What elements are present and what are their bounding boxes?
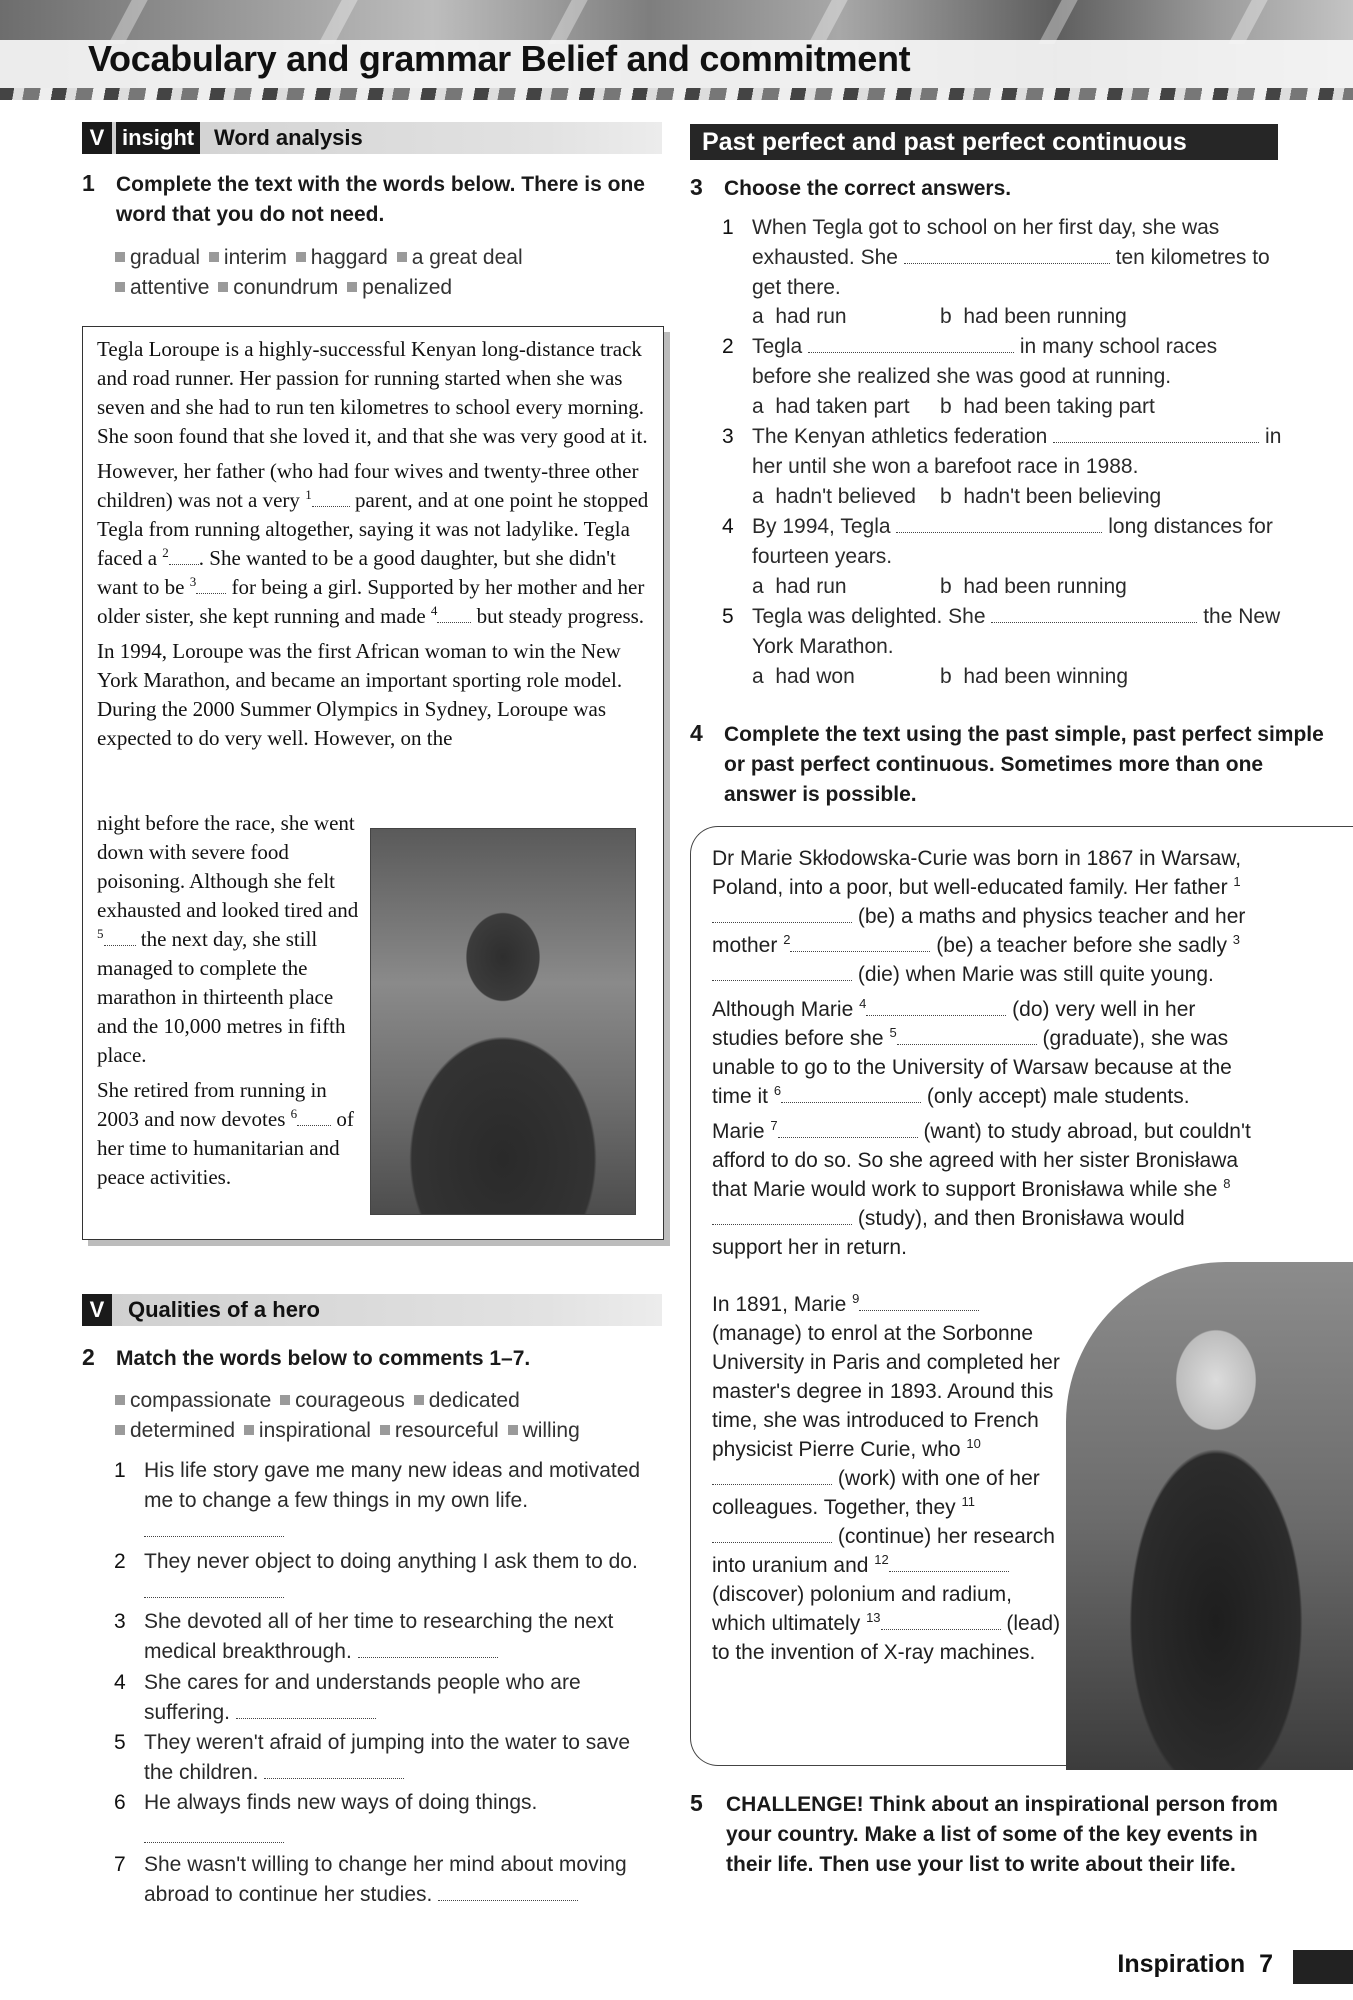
curie-gap-12[interactable] (889, 1553, 1009, 1572)
exercise-5-number: 5 (690, 1790, 703, 1816)
curie-gap-4[interactable] (866, 997, 1006, 1016)
curie-paragraph-4: In 1891, Marie $^9$ (manage) to enrol at the Sorbonne University in Paris and completed her master's degree in 1893. Around this time, she was introduced to French physicist Pierre Curie, who $^{10}$ (work) with one of her colleagues. Together, they $^{11}$ (continue) her research into uranium and $^{12}$ (discover) polonium and radium, which ultimately $^{13}$ (lead) to the invention of X-ray machines. (712, 1291, 1061, 1664)
marie-curie-photo (1066, 1262, 1353, 1770)
ex3-5-option-b[interactable]: b had been winning (940, 665, 1128, 688)
curie-gap-11[interactable] (712, 1524, 832, 1543)
curie-gap-6[interactable] (781, 1084, 921, 1103)
word-list-line-1: gradual interim haggard a great deal (112, 243, 672, 273)
ex3-gap-4[interactable] (896, 514, 1102, 533)
qualities-title: Qualities of a hero (128, 1297, 320, 1322)
gap-3[interactable] (196, 575, 226, 594)
past-perfect-heading: Past perfect and past perfect continuous (690, 124, 1278, 160)
page-number: 7 (1259, 1950, 1273, 1978)
curie-text-narrow (712, 1290, 1064, 1667)
gap-2[interactable] (169, 546, 199, 565)
ex3-3-option-b[interactable]: b hadn't been believing (940, 485, 1162, 508)
curie-gap-1[interactable] (712, 904, 852, 923)
ex3-2-option-a[interactable]: a had taken part (752, 395, 910, 418)
exercise-2-number: 2 (82, 1344, 95, 1370)
tegla-paragraph-2: However, her father (who had four wives and twenty-three other children) was not a very $^1$ parent, and at one point he stopped Tegla from running altogether, saying it was not ladylike. Tegla faced a $^2$ . She wanted to be a good daughter, but she didn't want to be $^3$ for being a girl. Supported by her mother and her older sister, she kept running and made $^4$ but steady progress. (97, 459, 649, 628)
gap-6[interactable] (297, 1107, 331, 1126)
ex3-gap-3[interactable] (1053, 424, 1259, 443)
page-header (0, 0, 1353, 100)
ex3-gap-2[interactable] (808, 334, 1014, 353)
ex3-3-option-a[interactable]: a hadn't believed (752, 485, 916, 508)
curie-gap-3[interactable] (712, 962, 852, 981)
tegla-paragraph-3b: night before the race, she went down with severe food poisoning. Although she felt exhausted and looked tired and $^5$ the next day, she still managed to complete the marathon in thirteenth place and the 10,000 metres in fifth place. (97, 811, 359, 1067)
exercise-4-instruction: Complete the text using the past simple, past perfect simple or past perfect continuous. Sometimes more than one answer is possible. (724, 723, 1324, 806)
ex2-answer-gap-5[interactable] (264, 1760, 404, 1779)
curie-gap-8[interactable] (712, 1206, 852, 1225)
word-analysis-title: Word analysis (214, 125, 363, 150)
ex3-gap-1[interactable] (904, 245, 1110, 264)
tegla-paragraph-3a: In 1994, Loroupe was the first African woman to win the New York Marathon, and became an important sporting role model. During the 2000 Summer Olympics in Sydney, Loroupe was expected to do very well. However, on the (97, 639, 623, 750)
ex3-5-option-a[interactable]: a had won (752, 665, 855, 688)
ex2-answer-gap-6[interactable] (144, 1824, 284, 1843)
exercise-4-number: 4 (690, 720, 703, 746)
exercise-2-word-list (112, 1386, 672, 1446)
exercise-3-number: 3 (690, 174, 703, 200)
ex3-2-option-b[interactable]: b had been taking part (940, 395, 1155, 418)
ex3-4-option-b[interactable]: b had been running (940, 575, 1127, 598)
tegla-paragraph-4: She retired from running in 2003 and now devotes $^6$ of her time to humanitarian and peace activities. (97, 1078, 354, 1189)
page-title: Vocabulary and grammar Belief and commitment (88, 38, 911, 79)
exercise-2-instruction: Match the words below to comments 1–7. (116, 1347, 531, 1370)
gap-5[interactable] (104, 927, 136, 946)
curie-gap-10[interactable] (712, 1466, 832, 1485)
exercise-1-word-list (112, 243, 672, 303)
ex3-4-option-a[interactable]: a had run (752, 575, 847, 598)
curie-paragraph-1: Dr Marie Skłodowska-Curie was born in 1867 in Warsaw, Poland, into a poor, but well-educated family. Her father $^1$ (be) a maths and physics teacher and her mother $^2$ (be) a teacher before she sadly $^3$ (die) when Marie was still quite young. (712, 847, 1246, 986)
curie-paragraph-2: Although Marie $^4$ (do) very well in her studies before she $^5$ (graduate), she was unable to go to the University of Warsaw because at the time it $^6$ (only accept) male students. (712, 996, 1232, 1108)
curie-gap-5[interactable] (897, 1026, 1037, 1045)
ex2-answer-gap-3[interactable] (358, 1639, 498, 1658)
tegla-paragraph-1: Tegla Loroupe is a highly-successful Kenyan long-distance track and road runner. Her passion for running started when she was seven and she had to run ten kilometres to school every morning. She soon found that she loved it, and that she was very good at it. (97, 337, 648, 448)
ex3-1-option-b[interactable]: b had been running (940, 305, 1127, 328)
ex3-gap-5[interactable] (991, 604, 1197, 623)
exercise-5-instruction: CHALLENGE! Think about an inspirational person from your country. Make a list of some of the key events in their life. Then use your list to write about their life. (726, 1793, 1278, 1876)
vocabulary-badge-2: V (82, 1294, 112, 1326)
footer-unit-label: Inspiration 7 (1117, 1950, 1273, 1978)
insight-badge: insight (116, 122, 200, 154)
exercise-3-instruction: Choose the correct answers. (724, 177, 1012, 200)
word-analysis-heading (82, 122, 662, 154)
word-list-line-2: attentive conundrum penalized (112, 273, 672, 303)
ex3-1-option-a[interactable]: a had run (752, 305, 847, 328)
ex2-answer-gap-7[interactable] (438, 1882, 578, 1901)
curie-gap-7[interactable] (778, 1119, 918, 1138)
challenge-label: CHALLENGE! (726, 1793, 864, 1816)
footer-tab (1293, 1950, 1353, 1984)
vocabulary-badge: V (82, 122, 112, 154)
curie-paragraph-3: Marie $^7$ (want) to study abroad, but couldn't afford to do so. So she agreed with her sister Bronisława that Marie would work to support Bronisława while she $^8$ (study), and then Bronisława would support her in return. (712, 1118, 1251, 1259)
curie-gap-2[interactable] (790, 933, 930, 952)
curie-gap-13[interactable] (881, 1611, 1001, 1630)
gap-4[interactable] (437, 604, 471, 623)
ex2-answer-gap-2[interactable] (144, 1579, 284, 1598)
exercise-1-instruction: Complete the text with the words below. There is one word that you do not need. (116, 173, 645, 226)
ex2-answer-gap-4[interactable] (236, 1700, 376, 1719)
exercise-1-number: 1 (82, 170, 95, 196)
ex2-answer-gap-1[interactable] (144, 1518, 284, 1537)
curie-text (712, 844, 1252, 1262)
gap-1[interactable] (312, 488, 350, 507)
tegla-loroupe-photo (370, 828, 636, 1215)
curie-gap-9[interactable] (859, 1292, 979, 1311)
ex2-word-list-line-1: compassionate courageous dedicated (112, 1386, 672, 1416)
ex2-word-list-line-2: determined inspirational resourceful willing (112, 1416, 672, 1446)
qualities-heading (82, 1294, 662, 1326)
